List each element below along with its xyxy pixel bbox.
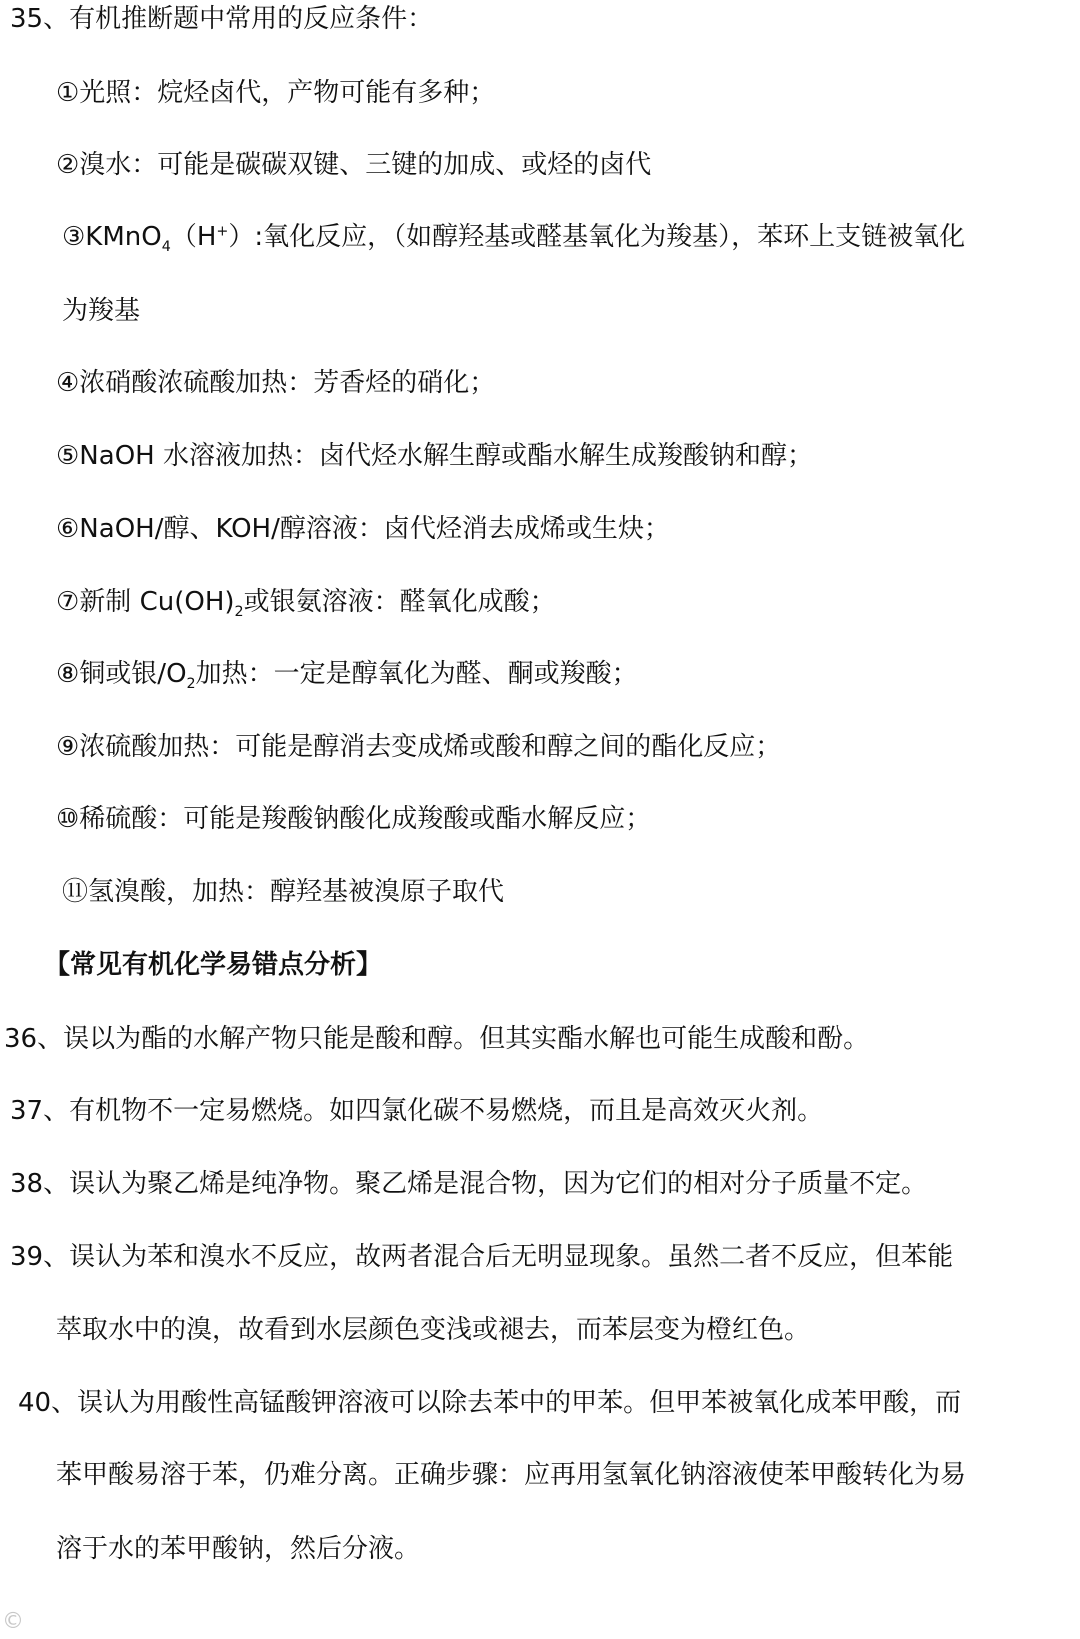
condition-8-part-b: 加热：一定是醇氧化为醛、酮或羧酸； [195, 659, 638, 689]
condition-3-continuation: 为羧基 [62, 296, 141, 326]
condition-3-subscript: 4 [161, 239, 171, 256]
condition-3-part-b: （H [170, 222, 217, 252]
item-36: 36、误以为酯的水解产物只能是酸和醇。但其实酯水解也可能生成酸和酚。 [4, 1024, 870, 1054]
condition-6: ⑥NaOH/醇、KOH/醇溶液：卤代烃消去成烯或生炔； [56, 514, 670, 544]
item-39-line-2: 萃取水中的溴，故看到水层颜色变浅或褪去，而苯层变为橙红色。 [56, 1315, 811, 1345]
item-37: 37、有机物不一定易燃烧。如四氯化碳不易燃烧，而且是高效灭火剂。 [10, 1096, 824, 1126]
section-title: 【常见有机化学易错点分析】 [44, 950, 383, 980]
condition-10: ⑩稀硫酸：可能是羧酸钠酸化成羧酸或酯水解反应； [56, 804, 652, 834]
condition-2: ②溴水：可能是碳碳双键、三键的加成、或烃的卤代 [56, 150, 652, 180]
condition-3 [62, 222, 966, 256]
condition-7 [56, 587, 556, 621]
item-35-heading: 35、有机推断题中常用的反应条件： [10, 4, 434, 34]
condition-5: ⑤NaOH 水溶液加热：卤代烃水解生醇或酯水解生成羧酸钠和醇； [56, 441, 813, 471]
condition-1: ①光照：烷烃卤代，产物可能有多种； [56, 78, 496, 108]
condition-8-part-a: ⑧铜或银/O [56, 659, 187, 689]
condition-8 [56, 659, 638, 693]
condition-9: ⑨浓硫酸加热：可能是醇消去变成烯或酸和醇之间的酯化反应； [56, 732, 782, 762]
item-38: 38、误认为聚乙烯是纯净物。聚乙烯是混合物，因为它们的相对分子质量不定。 [10, 1169, 928, 1199]
condition-3-superscript: + [216, 223, 229, 240]
item-40-line-1: 40、误认为用酸性高锰酸钾溶液可以除去苯中的甲苯。但甲苯被氧化成苯甲酸，而 [18, 1388, 962, 1418]
item-40-line-2: 苯甲酸易溶于苯，仍难分离。正确步骤：应再用氢氧化钠溶液使苯甲酸转化为易 [56, 1460, 967, 1490]
condition-7-part-b: 或银氨溶液：醛氧化成酸； [243, 587, 556, 617]
condition-11: ⑪氢溴酸，加热：醇羟基被溴原子取代 [62, 877, 505, 907]
condition-7-part-a: ⑦新制 Cu(OH) [56, 587, 235, 617]
item-39-line-1: 39、误认为苯和溴水不反应，故两者混合后无明显现象。虽然二者不反应，但苯能 [10, 1242, 954, 1272]
watermark-logo-icon: © [2, 1609, 24, 1634]
condition-7-subscript: 2 [234, 604, 244, 621]
condition-3-part-c: ）:氧化反应，（如醇羟基或醛基氧化为羧基），苯环上支链被氧化 [228, 222, 966, 252]
condition-4: ④浓硝酸浓硫酸加热：芳香烃的硝化； [56, 368, 496, 398]
item-40-line-3: 溶于水的苯甲酸钠，然后分液。 [56, 1534, 421, 1564]
condition-3-part-a: ③KMnO [62, 222, 162, 252]
condition-8-subscript: 2 [186, 676, 196, 693]
